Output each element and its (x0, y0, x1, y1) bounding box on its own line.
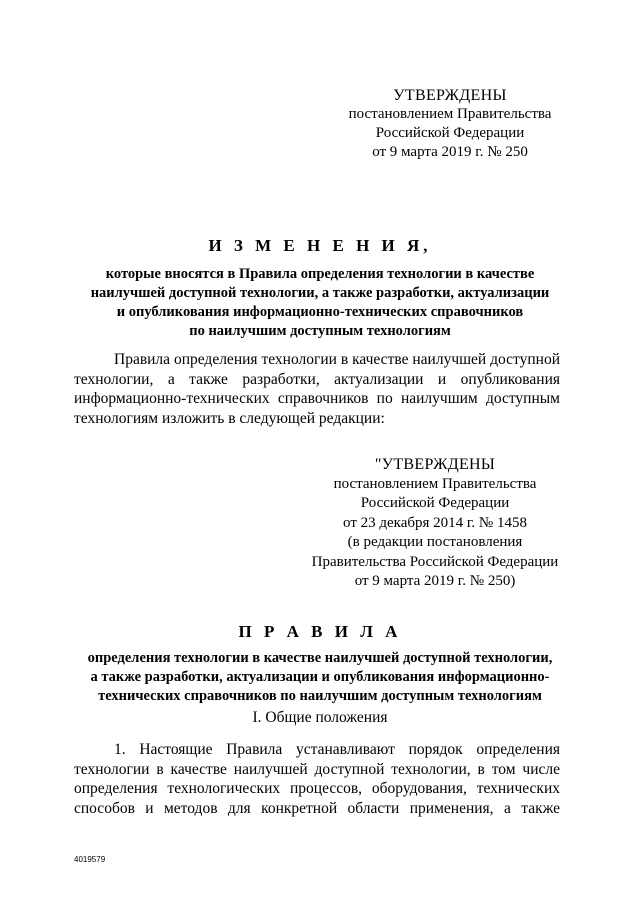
subtitle-line: и опубликования информационно-технических справочников (116, 304, 524, 320)
approval-line: от 9 марта 2019 г. № 250) (354, 573, 516, 589)
subtitle-line: по наилучшим доступным технологиям (189, 323, 451, 339)
approval-heading: УТВЕРЖДЕНЫ (393, 87, 507, 104)
approval-stamp-top (336, 86, 564, 162)
approval-line: Российской Федерации (375, 125, 525, 141)
section-heading: I. Общие положения (252, 709, 388, 726)
approval-stamp-mid (304, 455, 566, 592)
paragraph-line: определения технологических процессов, оборудования, технических (74, 780, 560, 797)
subtitle-line: которые вносятся в Правила определения технологии в качестве (105, 266, 535, 282)
paragraph-line: технологии в качестве наилучшей доступной технологии, в том числе (74, 760, 560, 778)
paragraph-line: способов и методов для конкретной области применения, а также (74, 799, 560, 817)
approval-line: Российской Федерации (360, 495, 510, 511)
paragraph-line: 1. Настоящие Правила устанавливают порядок определения (114, 741, 560, 758)
intro-paragraph (74, 350, 560, 428)
approval-line: (в редакции постановления (347, 534, 523, 550)
rules-title: П Р А В И Л А (238, 622, 402, 641)
subtitle-line: технических справочников по наилучшим доступным технологиям (98, 688, 542, 704)
subtitle-line: наилучшей доступной технологии, а также разработки, актуализации (90, 285, 550, 301)
approval-line: постановлением Правительства (333, 475, 537, 492)
paragraph-line: технологии, а также разработки, актуализации и опубликования (74, 370, 560, 388)
first-paragraph (74, 740, 560, 818)
approval-heading: "УТВЕРЖДЕНЫ (374, 456, 496, 473)
approval-line: Правительства Российской Федерации (311, 553, 559, 570)
document-code: 4019579 (74, 855, 106, 864)
approval-line: от 23 декабря 2014 г. № 1458 (343, 514, 527, 531)
subtitle-line: а также разработки, актуализации и опубликования информационно- (90, 669, 550, 685)
subtitle-line: определения технологии в качестве наилучшей доступной технологии, (87, 650, 553, 666)
approval-line: постановлением Правительства (348, 106, 552, 122)
paragraph-line: информационно-технических справочников по наилучшим доступным (74, 390, 560, 407)
paragraph-line: Правила определения технологии в качестве наилучшей доступной (114, 351, 560, 368)
approval-line: от 9 марта 2019 г. № 250 (372, 144, 528, 160)
paragraph-line: технологиям изложить в следующей редакции: (74, 409, 385, 427)
changes-subtitle (60, 265, 580, 341)
changes-title: И З М Е Н Е Н И Я, (208, 236, 432, 255)
rules-subtitle (60, 649, 580, 706)
